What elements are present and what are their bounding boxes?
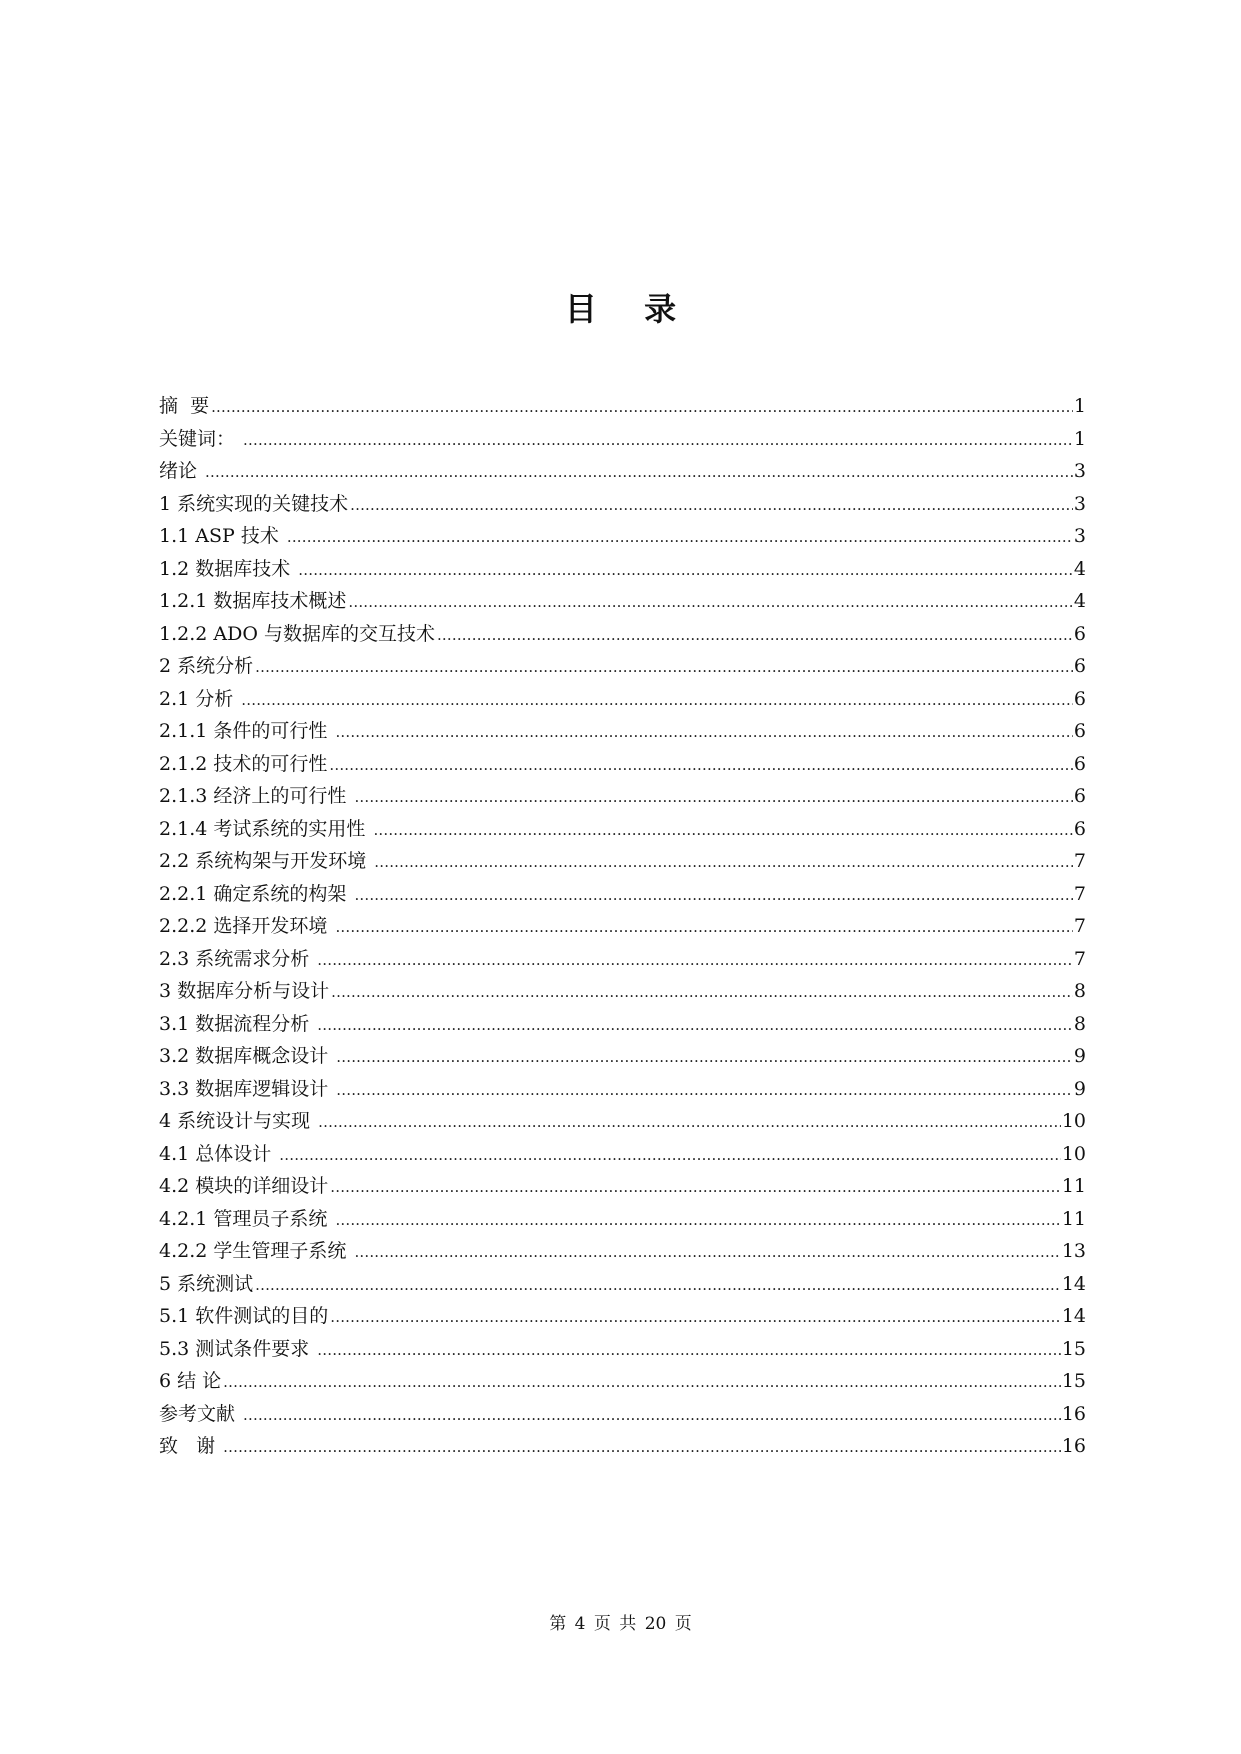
- toc-entry[interactable]: [159, 878, 1086, 911]
- toc-entry[interactable]: [159, 1300, 1086, 1333]
- toc-entry-label: 5.1 软件测试的目的: [159, 1305, 329, 1327]
- toc-entry[interactable]: [159, 943, 1086, 976]
- toc-entry-page-number: 4: [1073, 557, 1086, 580]
- toc-entry[interactable]: [159, 1105, 1086, 1138]
- toc-entry-label: 5 系统测试: [159, 1272, 254, 1295]
- toc-entry[interactable]: [159, 1398, 1086, 1431]
- toc-entry-page-number: 6: [1073, 752, 1086, 775]
- toc-entry-page-number: 3: [1073, 492, 1086, 515]
- toc-entry[interactable]: [159, 1430, 1086, 1463]
- toc-entry-page-number: 7: [1073, 850, 1086, 872]
- toc-entry[interactable]: [159, 1138, 1086, 1171]
- toc-entry-label: 2.1.3 经济上的可行性: [159, 785, 353, 807]
- toc-entry-label: 4 系统设计与实现: [159, 1110, 317, 1132]
- dot-leader: [335, 1204, 1060, 1237]
- dot-leader: [335, 911, 1072, 944]
- toc-entry[interactable]: [159, 585, 1086, 618]
- toc-entry-label: 1.2.2 ADO 与数据库的交互技术: [159, 622, 435, 645]
- toc-entry[interactable]: [159, 1333, 1086, 1366]
- toc-entry-label: 3.1 数据流程分析: [159, 1012, 316, 1035]
- dot-leader: [255, 1269, 1061, 1302]
- toc-entry-page-number: 8: [1073, 1012, 1086, 1035]
- toc-entry-page-number: 14: [1061, 1272, 1086, 1295]
- dot-leader: [317, 944, 1073, 977]
- toc-entry-label: 绪论: [159, 460, 204, 482]
- dot-leader: [241, 684, 1073, 717]
- dot-leader: [329, 749, 1073, 782]
- toc-entry-label: 2.2.1 确定系统的构架: [159, 882, 353, 905]
- toc-entry-label: 2.1.1 条件的可行性: [159, 720, 334, 742]
- toc-entry[interactable]: [159, 390, 1086, 423]
- toc-entry-label: 1.2.1 数据库技术概述: [159, 590, 347, 612]
- toc-entry-page-number: 7: [1073, 882, 1086, 905]
- toc-entry-label: 2.1.2 技术的可行性: [159, 752, 328, 775]
- toc-entry[interactable]: [159, 683, 1086, 716]
- toc-entry-label: 3.2 数据库概念设计: [159, 1045, 335, 1067]
- dot-leader: [298, 554, 1073, 587]
- dot-leader: [255, 651, 1073, 684]
- dot-leader: [223, 1366, 1061, 1399]
- toc-entry[interactable]: [159, 1073, 1086, 1106]
- toc-entry-page-number: 6: [1073, 655, 1086, 677]
- toc-entry-label: 4.2 模块的详细设计: [159, 1175, 329, 1197]
- toc-entry[interactable]: [159, 1008, 1086, 1041]
- toc-entry-label: 6 结 论: [159, 1370, 222, 1392]
- toc-entry[interactable]: [159, 520, 1086, 553]
- toc-entry[interactable]: [159, 845, 1086, 878]
- dot-leader: [211, 391, 1073, 424]
- toc-entry-label: 2 系统分析: [159, 655, 254, 677]
- toc-entry[interactable]: [159, 1235, 1086, 1268]
- dot-leader: [318, 1106, 1061, 1139]
- toc-entry-label: 2.3 系统需求分析: [159, 947, 316, 970]
- toc-entry-label: 2.2 系统构架与开发环境: [159, 850, 373, 872]
- toc-entry-page-number: 4: [1073, 590, 1086, 612]
- toc-entry-page-number: 13: [1061, 1240, 1086, 1262]
- toc-entry[interactable]: [159, 748, 1086, 781]
- toc-entry-label: 3 数据库分析与设计: [159, 980, 330, 1002]
- toc-entry-page-number: 8: [1073, 980, 1086, 1002]
- dot-leader: [374, 846, 1073, 879]
- toc-entry-page-number: 11: [1061, 1207, 1086, 1230]
- toc-entry-page-number: 6: [1073, 720, 1086, 742]
- toc-entry[interactable]: [159, 488, 1086, 521]
- dot-leader: [223, 1431, 1061, 1464]
- toc-entry-page-number: 16: [1061, 1435, 1086, 1457]
- dot-leader: [336, 1074, 1073, 1107]
- toc-entry-label: 2.1.4 考试系统的实用性: [159, 817, 372, 840]
- dot-leader: [243, 424, 1073, 457]
- dot-leader: [437, 619, 1073, 652]
- toc-entry[interactable]: [159, 423, 1086, 456]
- dot-leader: [350, 489, 1073, 522]
- toc-entry-label: 参考文献: [159, 1402, 242, 1425]
- toc-entry-label: 1.2 数据库技术: [159, 557, 297, 580]
- dot-leader: [354, 879, 1072, 912]
- toc-entry-page-number: 3: [1073, 460, 1086, 482]
- toc-entry-page-number: 10: [1061, 1142, 1086, 1165]
- dot-leader: [287, 521, 1073, 554]
- toc-entry-page-number: 11: [1061, 1175, 1086, 1197]
- toc-entry-label: 2.2.2 选择开发环境: [159, 915, 334, 937]
- toc-entry-label: 关键词：: [159, 427, 242, 450]
- dot-leader: [205, 456, 1073, 489]
- toc-entry-label: 2.1 分析: [159, 687, 240, 710]
- toc-entry[interactable]: [159, 975, 1086, 1008]
- toc-entry[interactable]: [159, 618, 1086, 651]
- dot-leader: [336, 1041, 1073, 1074]
- toc-entry-page-number: 14: [1061, 1305, 1086, 1327]
- dot-leader: [331, 976, 1073, 1009]
- toc-entry[interactable]: [159, 455, 1086, 488]
- dot-leader: [354, 1236, 1060, 1269]
- toc-entry-page-number: 10: [1061, 1110, 1086, 1132]
- page-title: 目 录: [564, 290, 695, 329]
- toc-entry[interactable]: [159, 715, 1086, 748]
- toc-entry[interactable]: [159, 1365, 1086, 1398]
- toc-entry-label: 致 谢: [159, 1435, 222, 1457]
- dot-leader: [330, 1301, 1061, 1334]
- toc-entry-label: 1.1 ASP 技术: [159, 525, 285, 547]
- dot-leader: [348, 586, 1073, 619]
- dot-leader: [317, 1334, 1061, 1367]
- toc-entry[interactable]: [159, 1203, 1086, 1236]
- dot-leader: [317, 1009, 1073, 1042]
- toc-entry[interactable]: [159, 1268, 1086, 1301]
- toc-entry-label: 3.3 数据库逻辑设计: [159, 1077, 335, 1100]
- toc-entry-label: 4.2.2 学生管理子系统: [159, 1240, 353, 1262]
- toc-entry[interactable]: [159, 910, 1086, 943]
- toc-entry[interactable]: [159, 553, 1086, 586]
- toc-entry-page-number: 6: [1073, 622, 1086, 645]
- toc-entry-page-number: 6: [1073, 817, 1086, 840]
- toc-entry-label: 5.3 测试条件要求: [159, 1337, 316, 1360]
- toc-entry-page-number: 9: [1073, 1077, 1086, 1100]
- toc-entry[interactable]: [159, 813, 1086, 846]
- dot-leader: [335, 716, 1072, 749]
- dot-leader: [279, 1139, 1061, 1172]
- toc-entry-page-number: 6: [1073, 785, 1086, 807]
- toc-entry[interactable]: [159, 780, 1086, 813]
- toc-entry-label: 摘 要: [159, 395, 210, 417]
- toc-entry-page-number: 7: [1073, 915, 1086, 937]
- toc-entry[interactable]: [159, 1170, 1086, 1203]
- toc-entry[interactable]: [159, 650, 1086, 683]
- dot-leader: [373, 814, 1072, 847]
- toc-entry-label: 4.1 总体设计: [159, 1142, 278, 1165]
- toc-entry[interactable]: [159, 1040, 1086, 1073]
- dot-leader: [330, 1171, 1061, 1204]
- toc-entry-page-number: 6: [1073, 687, 1086, 710]
- toc-entry-page-number: 15: [1061, 1370, 1086, 1392]
- toc-entry-page-number: 1: [1073, 395, 1086, 417]
- toc-entry-page-number: 9: [1073, 1045, 1086, 1067]
- toc-entry-page-number: 7: [1073, 947, 1086, 970]
- toc-entry-page-number: 15: [1061, 1337, 1086, 1360]
- toc-entry-page-number: 1: [1073, 427, 1086, 450]
- toc-entry-label: 4.2.1 管理员子系统: [159, 1207, 334, 1230]
- toc-entry-page-number: 3: [1073, 525, 1086, 547]
- dot-leader: [354, 781, 1072, 814]
- toc-entry-page-number: 16: [1061, 1402, 1086, 1425]
- page-number-footer: 第 4 页 共 20 页: [549, 1614, 692, 1634]
- dot-leader: [243, 1399, 1061, 1432]
- table-of-contents: [159, 390, 1086, 1463]
- toc-entry-label: 1 系统实现的关键技术: [159, 492, 349, 515]
